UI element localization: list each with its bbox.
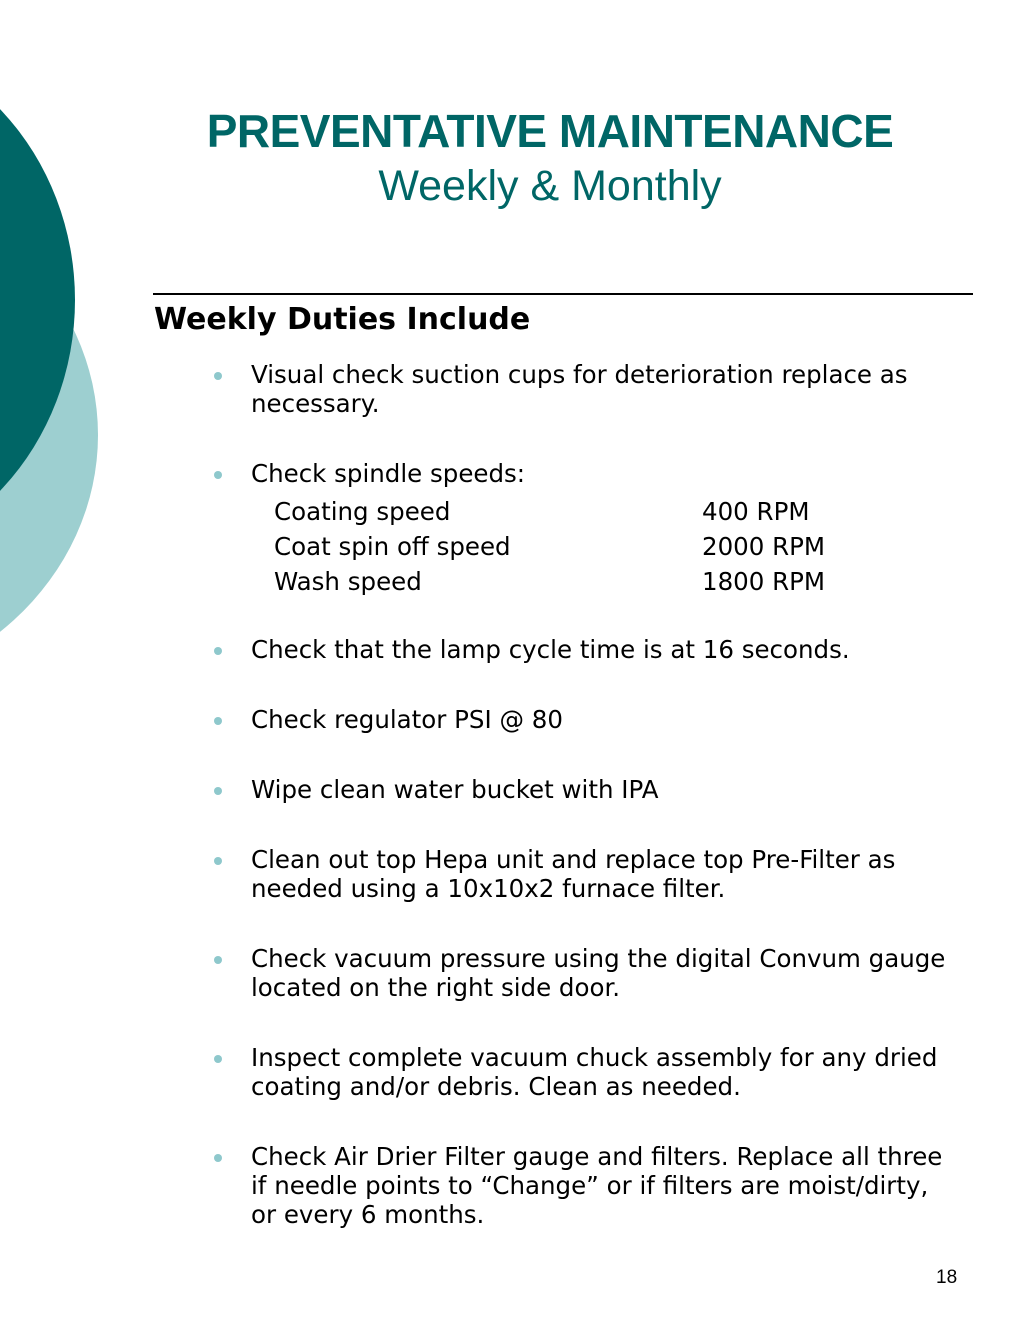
speed-value: 400 RPM — [702, 497, 810, 526]
list-item — [210, 1142, 950, 1229]
list-item-text: Check regulator PSI @ 80 — [251, 705, 563, 734]
speed-row — [251, 529, 950, 564]
list-item-text: Clean out top Hepa unit and replace top Pre-Filter as needed using a 10x10x2 furnace filter. — [251, 845, 896, 903]
slide-title: PREVENTATIVE MAINTENANCE — [206, 105, 894, 157]
speed-row — [251, 564, 950, 599]
list-item-text: Check vacuum pressure using the digital Convum gauge located on the right side door. — [251, 944, 946, 1002]
spindle-speed-table — [251, 494, 950, 599]
bullet-icon — [214, 787, 222, 795]
list-item-text: Visual check suction cups for deterioration replace as necessary. — [251, 360, 908, 418]
list-item — [210, 360, 950, 418]
bullet-icon — [214, 956, 222, 964]
list-item-text: Check Air Drier Filter gauge and filters. Replace all three if needle points to “Change” or if filters are moist/dirty, or every 6 months. — [251, 1142, 943, 1229]
speed-row — [251, 494, 950, 529]
list-item-text: Check that the lamp cycle time is at 16 seconds. — [251, 635, 850, 664]
page-number: 18 — [936, 1267, 958, 1288]
bullet-icon — [214, 1154, 222, 1162]
list-item — [210, 459, 950, 599]
bullet-icon — [214, 1055, 222, 1063]
speed-value: 2000 RPM — [702, 532, 826, 561]
bullet-icon — [214, 857, 222, 865]
divider-line — [153, 293, 973, 295]
list-item — [210, 944, 950, 1002]
slide-subtitle: Weekly & Monthly — [378, 162, 722, 210]
decorative-side-shapes — [0, 0, 110, 700]
speed-label: Coating speed — [274, 497, 451, 526]
speed-label: Coat spin off speed — [274, 532, 511, 561]
list-item — [210, 775, 950, 804]
bullet-icon — [214, 372, 222, 380]
section-heading: Weekly Duties Include — [154, 302, 531, 337]
bullet-icon — [214, 471, 222, 479]
list-item — [210, 635, 950, 664]
list-item — [210, 1043, 950, 1101]
list-item — [210, 705, 950, 734]
bullet-icon — [214, 717, 222, 725]
list-item — [210, 845, 950, 903]
list-item-text: Inspect complete vacuum chuck assembly for any dried coating and/or debris. Clean as needed. — [251, 1043, 938, 1101]
duties-list — [210, 360, 950, 1270]
list-item-text: Check spindle speeds: — [251, 459, 526, 488]
speed-value: 1800 RPM — [702, 567, 826, 596]
speed-label: Wash speed — [274, 567, 422, 596]
list-item-text: Wipe clean water bucket with IPA — [251, 775, 659, 804]
bullet-icon — [214, 647, 222, 655]
